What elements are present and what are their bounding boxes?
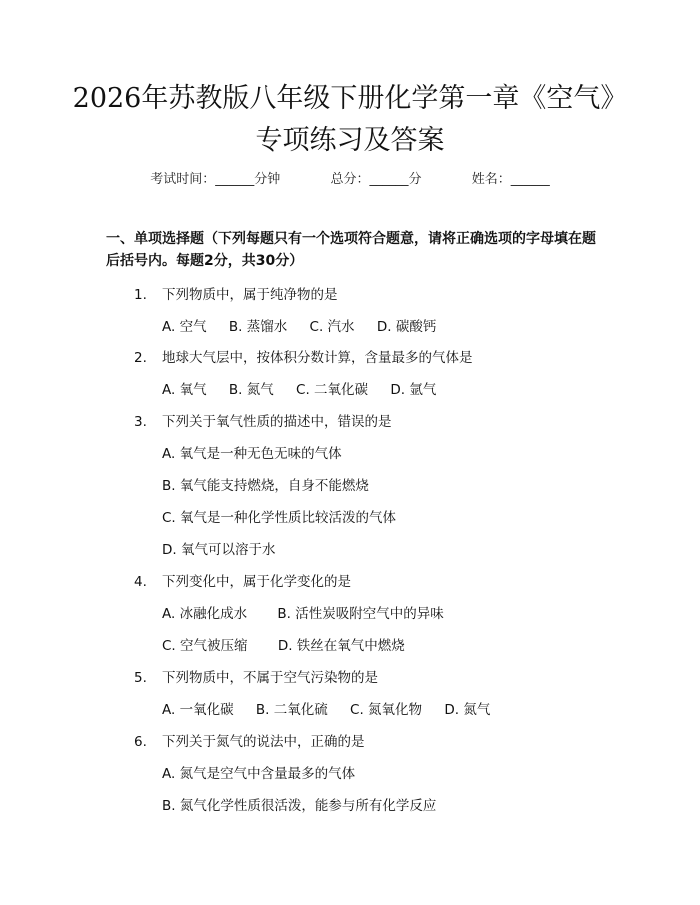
exam-meta bbox=[0, 168, 700, 187]
question-2-options bbox=[162, 378, 454, 398]
question-2-stem bbox=[134, 346, 473, 366]
option: D. 碳酸钙 bbox=[376, 319, 437, 335]
question-number: 1. bbox=[134, 287, 147, 303]
option: D. 铁丝在氧气中燃烧 bbox=[277, 638, 405, 654]
option: B. 蒸馏水 bbox=[228, 319, 288, 335]
option: C. 空气被压缩 bbox=[162, 638, 248, 654]
option: B. 二氧化硫 bbox=[255, 702, 328, 718]
option: B. 氮气 bbox=[228, 382, 274, 398]
question-4-stem bbox=[134, 570, 351, 590]
question-text: 下列物质中，属于纯净物的是 bbox=[162, 287, 338, 303]
option: A. 冰融化成水 bbox=[162, 606, 248, 622]
option: C. 二氧化碳 bbox=[296, 382, 369, 398]
option: C. 汽水 bbox=[309, 319, 355, 335]
question-3-stem bbox=[134, 410, 392, 430]
option: D. 氮气 bbox=[444, 702, 491, 718]
question-number: 6. bbox=[134, 734, 147, 750]
option: B. 氧气能支持燃烧，自身不能燃烧 bbox=[162, 478, 369, 494]
option: D. 氧气可以溶于水 bbox=[162, 542, 276, 558]
option: B. 活性炭吸附空气中的异味 bbox=[277, 606, 444, 622]
question-text: 下列关于氮气的说法中，正确的是 bbox=[162, 734, 365, 750]
option: C. 氧气是一种化学性质比较活泼的气体 bbox=[162, 510, 397, 526]
question-number: 5. bbox=[134, 670, 147, 686]
question-text: 下列关于氧气性质的描述中，错误的是 bbox=[162, 414, 392, 430]
exam-name-field: 姓名：______ bbox=[471, 172, 550, 187]
option: B. 氮气化学性质很活泼，能参与所有化学反应 bbox=[162, 798, 437, 814]
option: A. 氧气 bbox=[162, 382, 207, 398]
question-number: 4. bbox=[134, 574, 147, 590]
section-heading-single-choice: 一、单项选择题（下列每题只有一个选项符合题意，请将正确选项的字母填在题后括号内。每题2分，共30分） bbox=[106, 231, 596, 269]
question-5-stem bbox=[134, 666, 378, 686]
option: A. 一氧化碳 bbox=[162, 702, 234, 718]
question-4-options-row-2 bbox=[162, 634, 423, 654]
question-text: 下列变化中，属于化学变化的是 bbox=[162, 574, 351, 590]
question-number: 2. bbox=[134, 350, 147, 366]
exam-time-field: 考试时间：______分钟 bbox=[150, 172, 281, 187]
document-title: 2026年苏教版八年级下册化学第一章《空气》专项练习及答案 bbox=[72, 83, 628, 156]
question-1-options bbox=[162, 315, 454, 335]
question-number: 3. bbox=[134, 414, 147, 430]
question-text: 地球大气层中，按体积分数计算，含量最多的气体是 bbox=[162, 350, 473, 366]
option: A. 氧气是一种无色无味的气体 bbox=[162, 446, 342, 462]
question-1-stem bbox=[134, 283, 338, 303]
option: A. 氮气是空气中含量最多的气体 bbox=[162, 766, 356, 782]
option: D. 氩气 bbox=[390, 382, 437, 398]
question-text: 下列物质中，不属于空气污染物的是 bbox=[162, 670, 378, 686]
exam-score-field: 总分：______分 bbox=[330, 172, 422, 187]
option: C. 氮氧化物 bbox=[350, 702, 423, 718]
question-6-stem bbox=[134, 730, 365, 750]
option: A. 空气 bbox=[162, 319, 207, 335]
question-4-options-row-1 bbox=[162, 602, 462, 622]
question-5-options bbox=[162, 698, 508, 718]
